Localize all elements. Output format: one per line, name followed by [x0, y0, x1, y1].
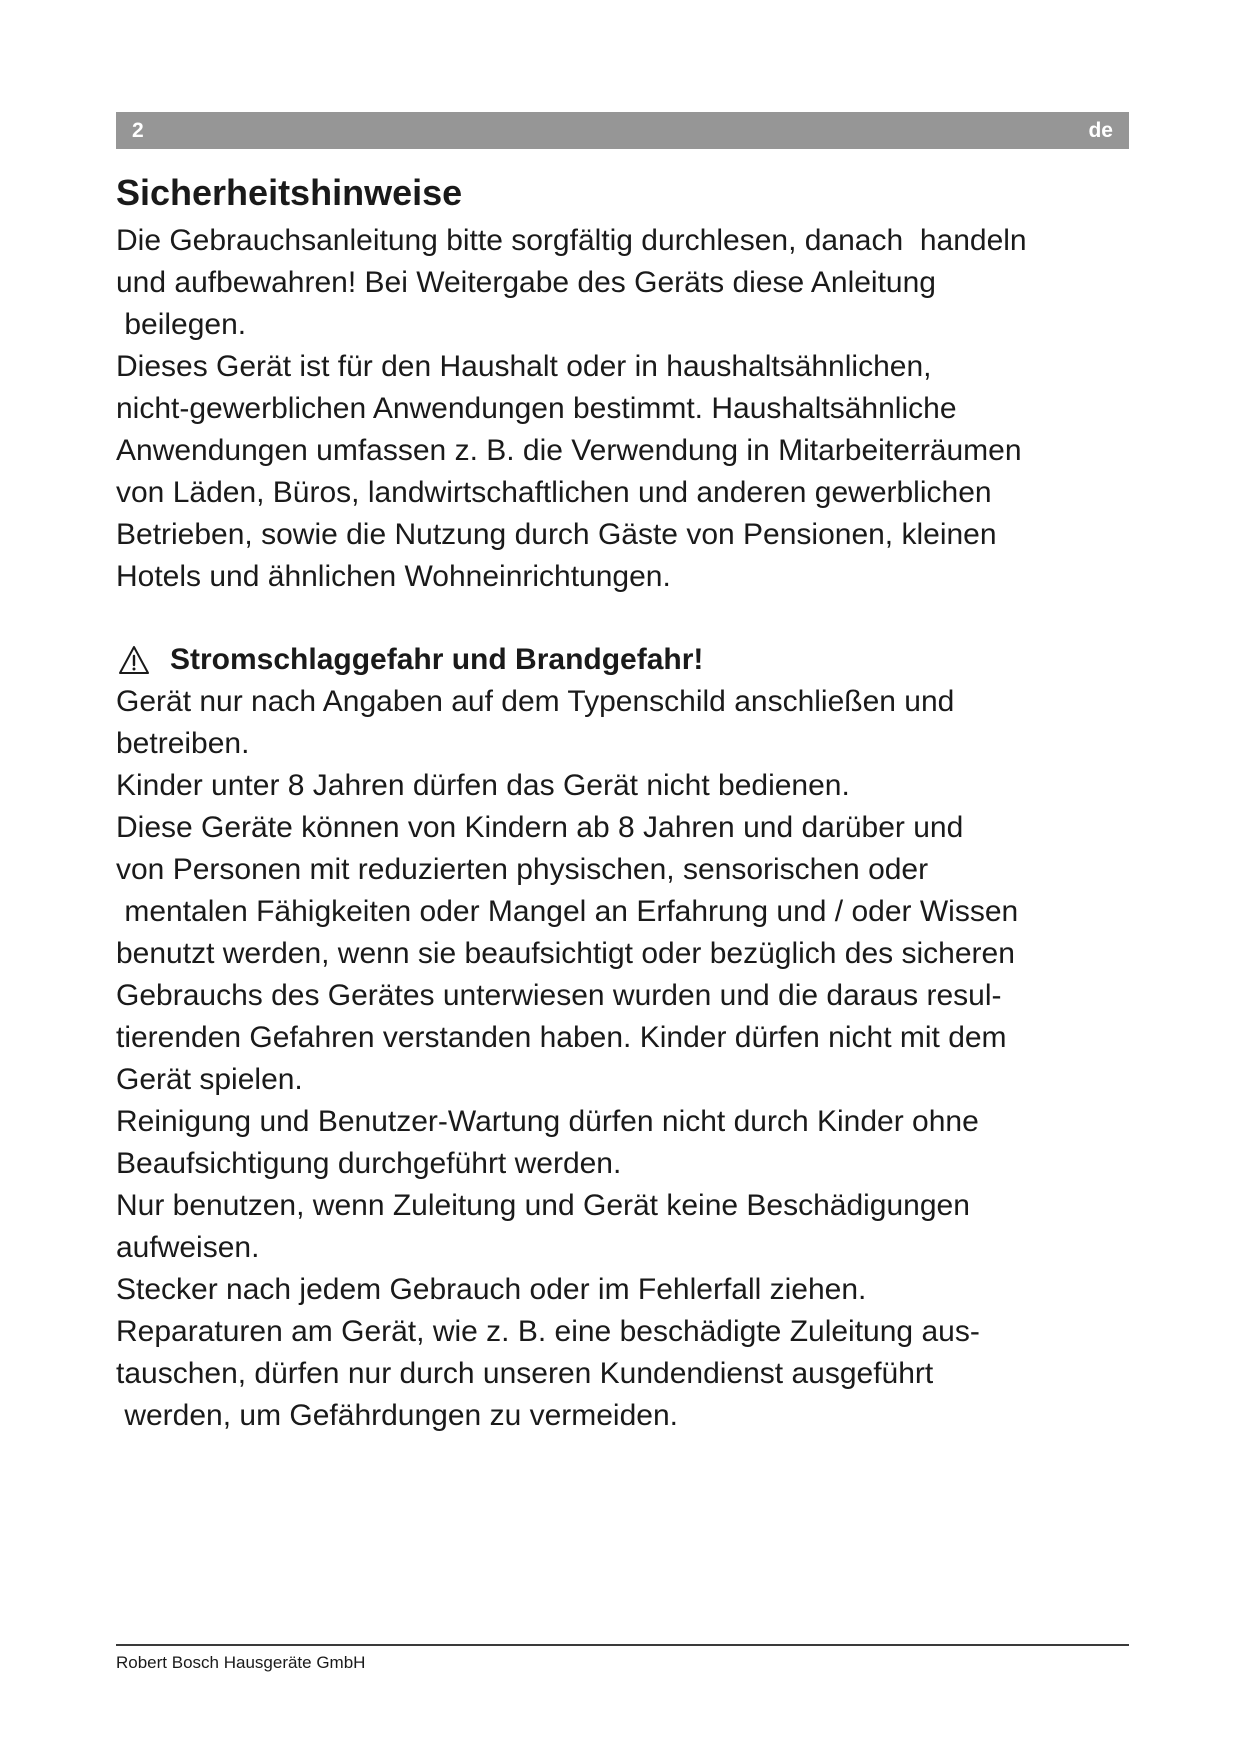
text-line: Reinigung und Benutzer-Wartung dürfen nicht durch Kinder ohne [116, 1105, 979, 1138]
warning-heading [116, 639, 703, 681]
text-line: Hotels und ähnlichen Wohneinrichtungen. [116, 560, 671, 593]
warning-heading-text: Stromschlaggefahr und Brandgefahr! [170, 643, 704, 676]
text-line: Diese Geräte können von Kindern ab 8 Jahren und darüber und [116, 811, 964, 844]
page-number: 2 [132, 118, 144, 142]
page-header-bar [116, 112, 1129, 149]
text-line: Betrieben, sowie die Nutzung durch Gäste von Pensionen, kleinen [116, 518, 997, 551]
text-line: betreiben. [116, 727, 250, 760]
text-line: und aufbewahren! Bei Weitergabe des Geräts diese Anleitung [116, 266, 936, 299]
text-line: Beaufsichtigung durchgeführt werden. [116, 1147, 622, 1180]
section-title: Sicherheitshinweise [116, 172, 463, 213]
footer-divider [116, 1644, 1129, 1646]
text-line: tierenden Gefahren verstanden haben. Kinder dürfen nicht mit dem [116, 1021, 1007, 1054]
text-line: Gerät nur nach Angaben auf dem Typenschild anschließen und [116, 685, 955, 718]
text-line: von Läden, Büros, landwirtschaftlichen und anderen gewerblichen [116, 476, 992, 509]
text-line: Kinder unter 8 Jahren dürfen das Gerät nicht bedienen. [116, 769, 850, 802]
warning-triangle-icon [118, 645, 150, 675]
text-line: von Personen mit reduzierten physischen, sensorischen oder [116, 853, 929, 886]
text-line: Reparaturen am Gerät, wie z. B. eine beschädigte Zuleitung aus- [116, 1315, 980, 1348]
language-code: de [1088, 118, 1113, 142]
text-line: aufweisen. [116, 1231, 260, 1264]
intro-paragraph [116, 220, 1027, 598]
text-line: Die Gebrauchsanleitung bitte sorgfältig durchlesen, danach handeln [116, 224, 1027, 257]
text-line: beilegen. [116, 308, 247, 341]
text-line: werden, um Gefährdungen zu vermeiden. [116, 1399, 678, 1432]
text-line: Stecker nach jedem Gebrauch oder im Fehlerfall ziehen. [116, 1273, 867, 1306]
text-line: Gerät spielen. [116, 1063, 303, 1096]
text-line: Gebrauchs des Gerätes unterwiesen wurden und die daraus resul- [116, 979, 1002, 1012]
text-line: tauschen, dürfen nur durch unseren Kundendienst ausgeführt [116, 1357, 934, 1390]
text-line: Dieses Gerät ist für den Haushalt oder in haushaltsähnlichen, [116, 350, 932, 383]
text-line: Anwendungen umfassen z. B. die Verwendung in Mitarbeiterräumen [116, 434, 1022, 467]
text-line: mentalen Fähigkeiten oder Mangel an Erfahrung und / oder Wissen [116, 895, 1019, 928]
text-line: nicht-gewerblichen Anwendungen bestimmt. Haushaltsähnliche [116, 392, 957, 425]
footer-company: Robert Bosch Hausgeräte GmbH [116, 1653, 366, 1672]
text-line: Nur benutzen, wenn Zuleitung und Gerät keine Beschädigungen [116, 1189, 970, 1222]
text-line: benutzt werden, wenn sie beaufsichtigt oder bezüglich des sicheren [116, 937, 1015, 970]
warning-paragraph [116, 681, 1018, 1437]
